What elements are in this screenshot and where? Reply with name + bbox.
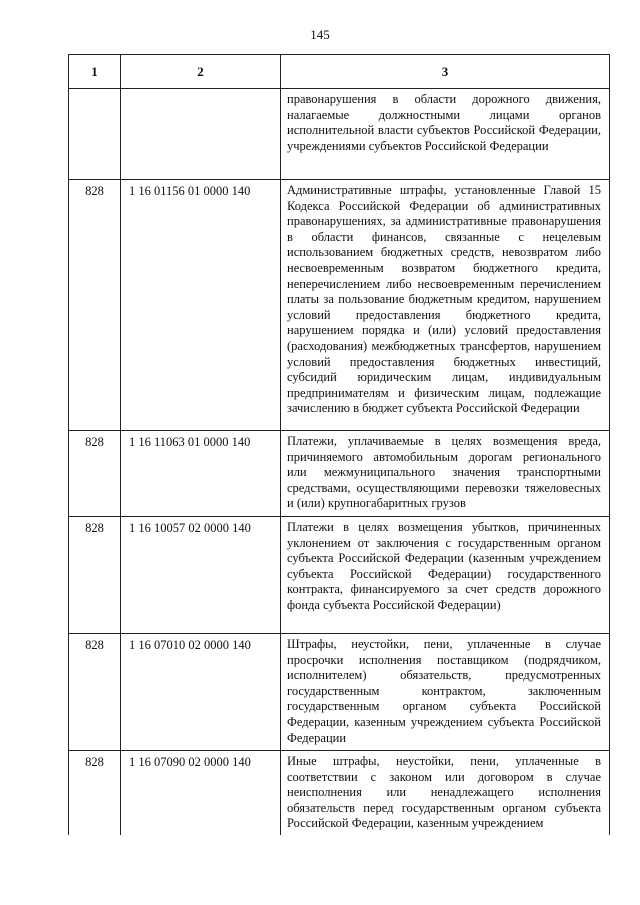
- description-cell: Платежи в целях возмещения убытков, причиненных уклонением от заключения с государственным органом субъекта Российской Федерации (казенным учреждением субъекта Российской Федерации) государственного контракта, финансируемого за счет средств дорожного фонда субъекта Российской Федерации): [281, 517, 610, 634]
- description-cell: Иные штрафы, неустойки, пени, уплаченные в соответствии с законом или договором в случае неисполнения или ненадлежащего исполнения обязательств перед государственным органом субъекта Российской Федерации, казенным учреждением: [281, 751, 610, 835]
- description-cell: правонарушения в области дорожного движения, налагаемые должностными лицами органов исполнительной власти субъектов Российской Федерации, учреждениями субъектов Российской Федерации: [281, 89, 610, 180]
- admin-code-cell: 828: [69, 431, 121, 517]
- table-header-row: [69, 55, 610, 89]
- admin-code-cell: [69, 89, 121, 180]
- description-cell: Административные штрафы, установленные Главой 15 Кодекса Российской Федерации об административных правонарушениях, за административные правонарушения в области финансов, связанные с нецелевым использованием бюджетных средств, невозвратом либо несвоевременным возвратом бюджетного кредита, неперечислением либо несвоевременным перечислением платы за пользование бюджетным кредитом, нарушением условий предоставления бюджетного кредита, нарушением порядка и (или) условий предоставления (расходования) межбюджетных трансфертов, нарушением условий предоставления бюджетных инвестиций, субсидий юридическим лицам, индивидуальным предпринимателям и физическим лицам, подлежащие зачислению в бюджет субъекта Российской Федерации: [281, 180, 610, 431]
- column-header-1: 1: [69, 55, 121, 89]
- page-number: 145: [310, 27, 330, 42]
- revenue-codes-table: [68, 54, 610, 835]
- column-header-2: 2: [121, 55, 281, 89]
- description-cell: Штрафы, неустойки, пени, уплаченные в случае просрочки исполнения поставщиком (подрядчиком, исполнителем) обязательств, предусмотренных государственным контрактом, заключенным государственным органом субъекта Российской Федерации, казенным учреждением субъекта Российской Федерации: [281, 634, 610, 751]
- kbk-code-cell: 1 16 07090 02 0000 140: [121, 751, 281, 835]
- table-row: [69, 89, 610, 180]
- kbk-code-cell: 1 16 11063 01 0000 140: [121, 431, 281, 517]
- kbk-code-cell: 1 16 07010 02 0000 140: [121, 634, 281, 751]
- kbk-code-cell: 1 16 10057 02 0000 140: [121, 517, 281, 634]
- description-cell: Платежи, уплачиваемые в целях возмещения вреда, причиняемого автомобильным дорогам регионального или межмуниципального значения транспортными средствами, осуществляющими перевозки тяжеловесных и (или) крупногабаритных грузов: [281, 431, 610, 517]
- column-header-3: 3: [281, 55, 610, 89]
- kbk-code-cell: [121, 89, 281, 180]
- admin-code-cell: 828: [69, 517, 121, 634]
- admin-code-cell: 828: [69, 634, 121, 751]
- admin-code-cell: 828: [69, 180, 121, 431]
- table-row: [69, 751, 610, 835]
- table-row: [69, 634, 610, 751]
- table-row: [69, 517, 610, 634]
- table-row: [69, 180, 610, 431]
- admin-code-cell: 828: [69, 751, 121, 835]
- table-row: [69, 431, 610, 517]
- kbk-code-cell: 1 16 01156 01 0000 140: [121, 180, 281, 431]
